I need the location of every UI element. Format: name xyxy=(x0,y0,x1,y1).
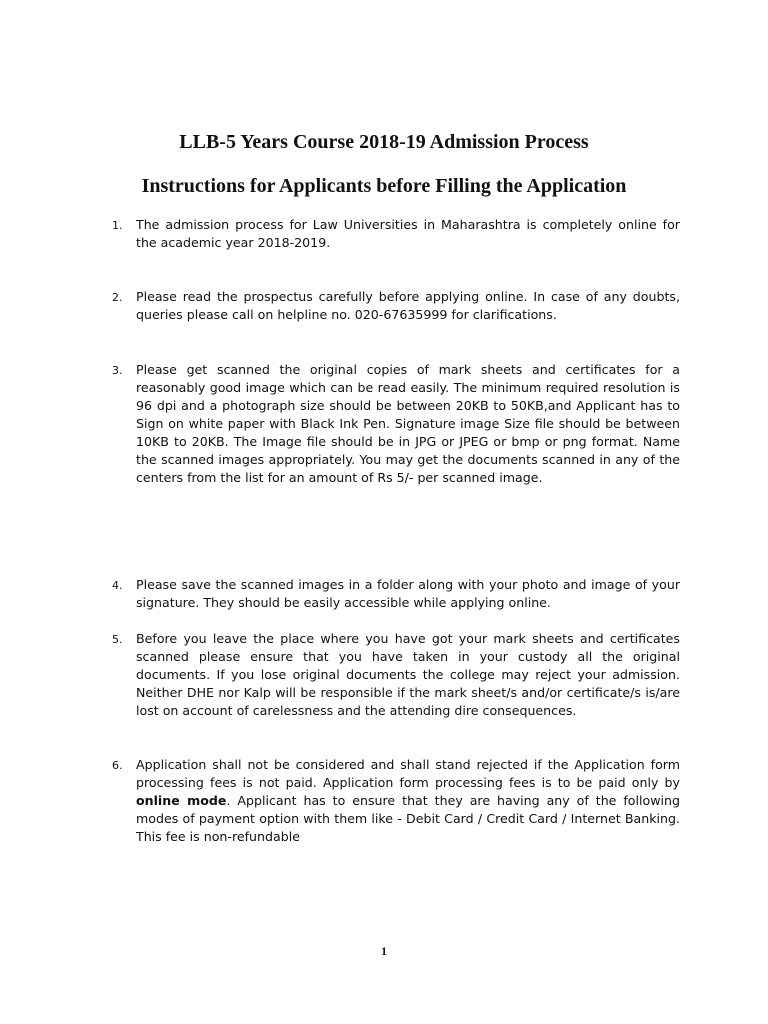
list-item xyxy=(112,361,680,487)
list-item xyxy=(112,216,680,252)
list-item-number: 6. xyxy=(112,759,123,772)
list-item xyxy=(112,630,680,720)
list-item xyxy=(112,288,680,324)
list-item-number: 4. xyxy=(112,579,123,592)
list-item-text: Before you leave the place where you have got your mark sheets and certificates scanned please ensure that you have taken in your custody all the original documents. If you lose original documents the college may reject your admission. Neither DHE nor Kalp will be responsible if the mark sheet/s and/or certificate/s is/are lost on account of carelessness and the attending dire consequences. xyxy=(136,631,680,718)
list-item-text: Please save the scanned images in a folder along with your photo and image of your signature. They should be easily accessible while applying online. xyxy=(136,577,680,610)
list-item xyxy=(112,756,680,846)
list-item-text: The admission process for Law Universities in Maharashtra is completely online for the academic year 2018-2019. xyxy=(136,217,680,250)
list-item-text: Please get scanned the original copies of mark sheets and certificates for a reasonably good image which can be read easily. The minimum required resolution is 96 dpi and a photograph size should be between 20KB to 50KB,and Applicant has to Sign on white paper with Black Ink Pen. Signature image Size file should be between 10KB to 20KB. The Image file should be in JPG or JPEG or bmp or png format. Name the scanned images appropriately. You may get the documents scanned in any of the centers from the list for an amount of Rs 5/- per scanned image. xyxy=(136,362,680,485)
list-item-text xyxy=(136,756,680,846)
list-item-number: 2. xyxy=(112,291,123,304)
text-segment: . Applicant has to ensure that they are having any of the following modes of payment option with them like - Debit Card / Credit Card / Internet Banking. This fee is non-refundable xyxy=(136,793,680,844)
page-title: LLB-5 Years Course 2018-19 Admission Process xyxy=(179,131,589,153)
list-item-text: Please read the prospectus carefully before applying online. In case of any doubts, queries please call on helpline no. 020-67635999 for clarifications. xyxy=(136,289,680,322)
emphasis-online-mode: online mode xyxy=(136,793,227,808)
list-item-number: 5. xyxy=(112,633,123,646)
list-item-number: 3. xyxy=(112,364,123,377)
page-number: 1 xyxy=(381,944,387,958)
list-item xyxy=(112,576,680,612)
list-item-number: 1. xyxy=(112,219,123,232)
page-subtitle: Instructions for Applicants before Filling the Application xyxy=(141,175,627,197)
text-segment: Application shall not be considered and shall stand rejected if the Application form processing fees is not paid. Application form processing fees is to be paid only by xyxy=(136,757,680,790)
